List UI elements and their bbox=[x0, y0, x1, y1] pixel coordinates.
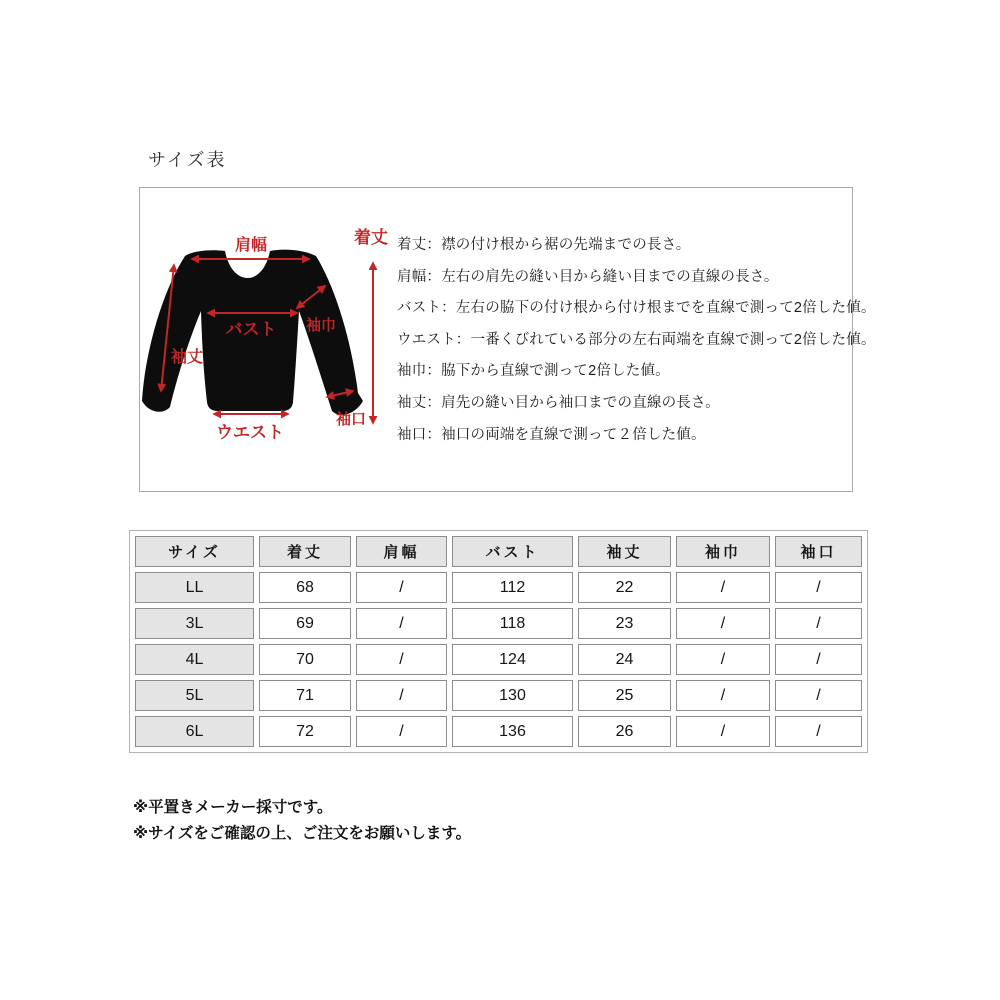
column-header: バスト bbox=[452, 536, 573, 567]
value-cell: 25 bbox=[578, 680, 671, 711]
column-header: 肩幅 bbox=[356, 536, 447, 567]
value-cell: 24 bbox=[578, 644, 671, 675]
column-header: 着丈 bbox=[259, 536, 351, 567]
size-cell: LL bbox=[135, 572, 254, 603]
shoulder-width-label: 肩幅 bbox=[234, 237, 268, 254]
measurement-description: 肩幅：左右の肩先の縫い目から縫い目までの直線の長さ。 bbox=[397, 268, 779, 285]
table-row bbox=[135, 572, 862, 603]
table-row bbox=[135, 716, 862, 747]
table-row bbox=[135, 608, 862, 639]
value-cell: / bbox=[356, 716, 447, 747]
value-cell: / bbox=[676, 716, 770, 747]
size-table-header-row bbox=[135, 536, 862, 567]
value-cell: 69 bbox=[259, 608, 351, 639]
column-header: 袖丈 bbox=[578, 536, 671, 567]
waist-label: ウエスト bbox=[216, 423, 284, 442]
value-cell: / bbox=[356, 572, 447, 603]
note-line: ※サイズをご確認の上、ご注文をお願いします。 bbox=[133, 825, 472, 842]
measurement-descriptions bbox=[397, 230, 876, 451]
sweater-diagram bbox=[130, 225, 390, 445]
value-cell: 112 bbox=[452, 572, 573, 603]
measurement-description: 袖丈：肩先の縫い目から袖口までの直線の長さ。 bbox=[397, 394, 720, 411]
value-cell: 22 bbox=[578, 572, 671, 603]
value-cell: / bbox=[775, 572, 862, 603]
size-cell: 4L bbox=[135, 644, 254, 675]
value-cell: 130 bbox=[452, 680, 573, 711]
measurement-description: 着丈：襟の付け根から裾の先端までの長さ。 bbox=[397, 237, 691, 253]
measurement-description: 袖巾：脇下から直線で測って2倍した値。 bbox=[397, 363, 670, 380]
size-cell: 6L bbox=[135, 716, 254, 747]
value-cell: 118 bbox=[452, 608, 573, 639]
value-cell: 124 bbox=[452, 644, 573, 675]
cuff-label: 袖口 bbox=[335, 411, 367, 428]
value-cell: 72 bbox=[259, 716, 351, 747]
value-cell: 68 bbox=[259, 572, 351, 603]
value-cell: / bbox=[356, 644, 447, 675]
value-cell: / bbox=[676, 644, 770, 675]
value-cell: / bbox=[775, 608, 862, 639]
value-cell: / bbox=[775, 644, 862, 675]
page-title: サイズ表 bbox=[148, 150, 227, 170]
measurement-description: ウエスト：一番くびれている部分の左右両端を直線で測って2倍した値。 bbox=[397, 331, 876, 348]
size-cell: 3L bbox=[135, 608, 254, 639]
value-cell: / bbox=[356, 680, 447, 711]
column-header: 袖巾 bbox=[676, 536, 770, 567]
value-cell: / bbox=[676, 572, 770, 603]
sleeve-length-label: 袖丈 bbox=[170, 349, 204, 366]
value-cell: 136 bbox=[452, 716, 573, 747]
sleeve-width-label: 袖巾 bbox=[305, 317, 337, 334]
value-cell: / bbox=[356, 608, 447, 639]
value-cell: 70 bbox=[259, 644, 351, 675]
size-table-body bbox=[135, 572, 862, 747]
value-cell: / bbox=[775, 716, 862, 747]
measurement-description: バスト：左右の脇下の付け根から付け根までを直線で測って2倍した値。 bbox=[397, 300, 876, 317]
value-cell: 71 bbox=[259, 680, 351, 711]
size-table bbox=[129, 530, 868, 753]
column-header: 袖口 bbox=[775, 536, 862, 567]
measurement-description: 袖口：袖口の両端を直線で測って２倍した値。 bbox=[397, 426, 706, 443]
value-cell: 26 bbox=[578, 716, 671, 747]
table-row bbox=[135, 644, 862, 675]
value-cell: 23 bbox=[578, 608, 671, 639]
column-header: サイズ bbox=[135, 536, 254, 567]
length-label: 着丈 bbox=[354, 228, 388, 247]
value-cell: / bbox=[676, 680, 770, 711]
value-cell: / bbox=[775, 680, 862, 711]
table-row bbox=[135, 680, 862, 711]
value-cell: / bbox=[676, 608, 770, 639]
size-cell: 5L bbox=[135, 680, 254, 711]
note-line: ※平置きメーカー採寸です。 bbox=[133, 799, 333, 816]
bust-label: バスト bbox=[225, 320, 277, 339]
notes bbox=[133, 795, 471, 847]
